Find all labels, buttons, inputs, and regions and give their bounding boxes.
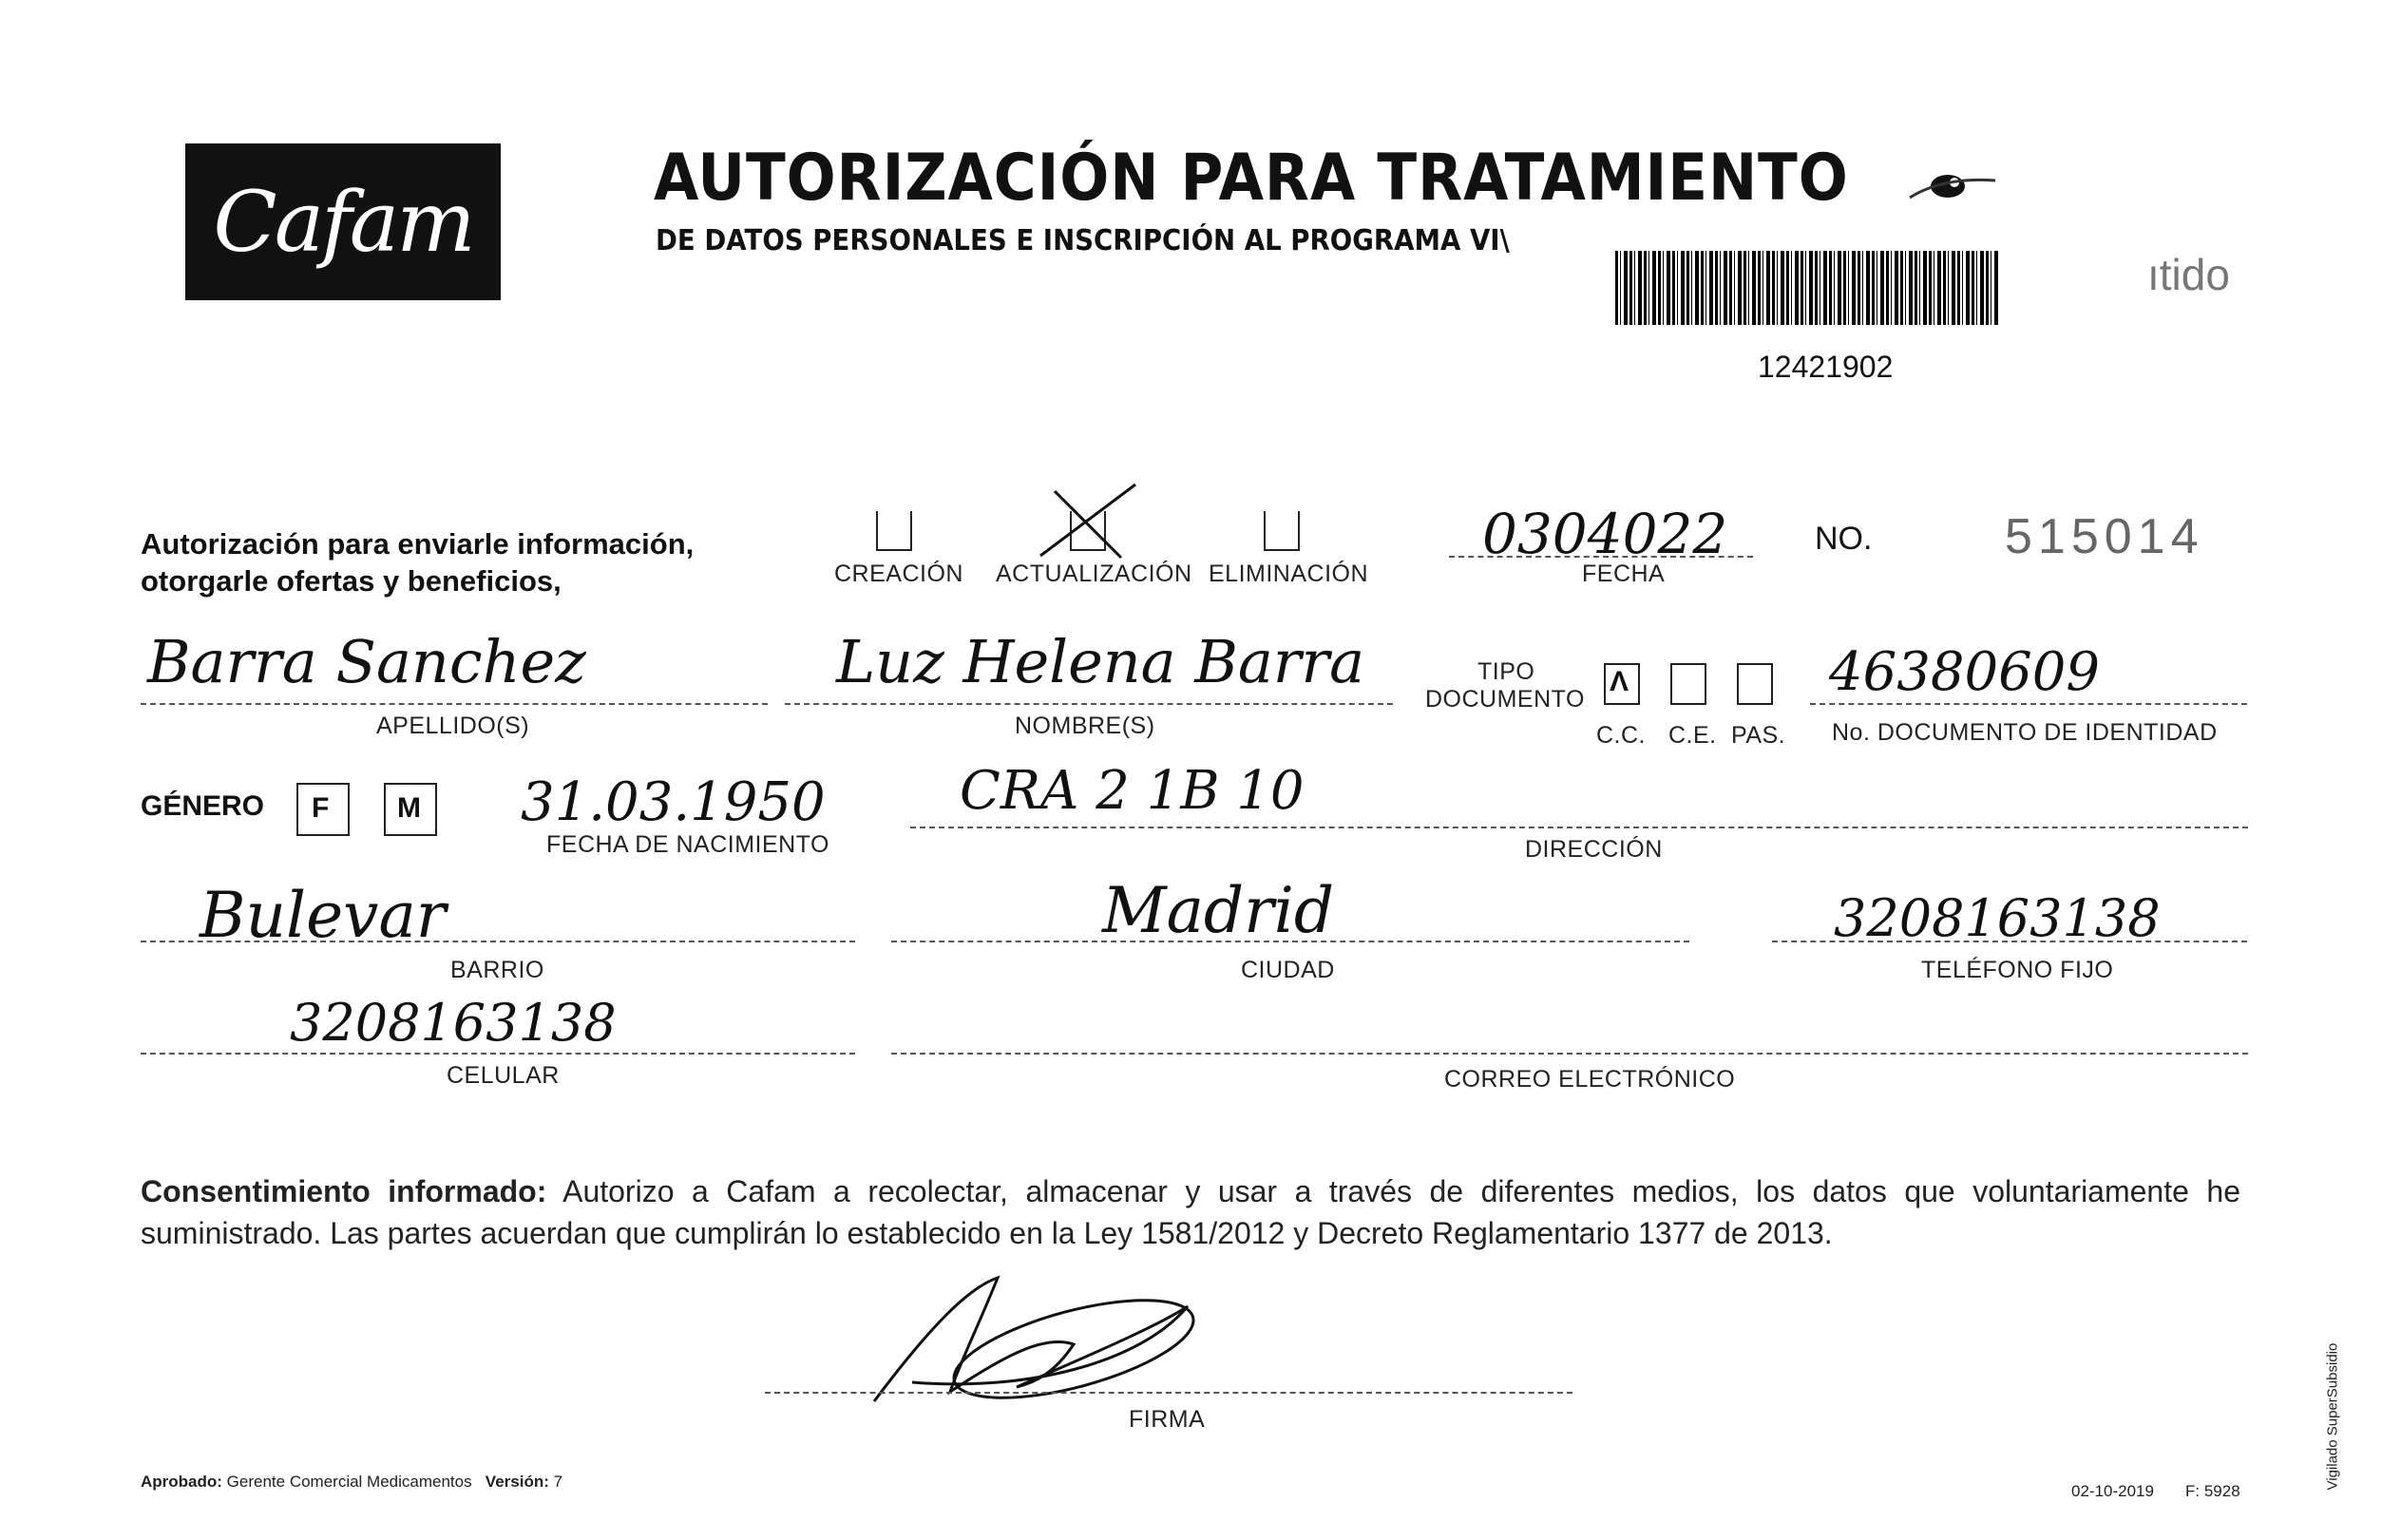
direccion-value[interactable]: CRA 2 1B 10 <box>960 760 1305 822</box>
barcode-number: 12421902 <box>1758 350 1894 384</box>
creacion-checkbox[interactable] <box>876 511 912 551</box>
nacimiento-label: FECHA DE NACIMIENTO <box>546 831 829 858</box>
auth-text-line1: Autorización para enviarle información, <box>141 527 695 561</box>
form-subtitle: DE DATOS PERSONALES E INSCRIPCIÓN AL PROGRAMA VI\ <box>656 224 1510 257</box>
correo-label: CORREO ELECTRÓNICO <box>1444 1066 1736 1093</box>
footer-code: F: 5928 <box>2185 1482 2240 1500</box>
fecha-value[interactable]: 0304022 <box>1482 502 1728 566</box>
genero-f-checkbox[interactable]: F <box>296 783 350 836</box>
nombres-value[interactable]: Luz Helena Barra <box>836 627 1365 696</box>
corner-fragment: ıtido <box>2147 250 2230 299</box>
pas-checkbox[interactable] <box>1737 663 1773 705</box>
celular-label: CELULAR <box>447 1062 560 1089</box>
genero-label: GÉNERO <box>141 790 265 822</box>
consent-paragraph <box>141 1170 2240 1254</box>
barcode <box>1615 251 2000 325</box>
eliminacion-checkbox[interactable] <box>1264 511 1300 551</box>
telefono-value[interactable]: 3208163138 <box>1834 888 2161 948</box>
consent-heading: Consentimiento informado: <box>141 1174 547 1208</box>
apellidos-label: APELLIDO(S) <box>376 713 530 739</box>
telefono-label: TELÉFONO FIJO <box>1921 957 2114 983</box>
ciudad-value[interactable]: Madrid <box>1102 874 1335 947</box>
cafam-logo: Cafam <box>185 143 501 300</box>
stamp-mark-icon <box>1905 160 2000 207</box>
documento-label: No. DOCUMENTO DE IDENTIDAD <box>1832 719 2218 746</box>
creacion-label: CREACIÓN <box>834 561 963 587</box>
actualizacion-label: ACTUALIZACIÓN <box>996 561 1192 587</box>
apellidos-value[interactable]: Barra Sanchez <box>147 627 586 696</box>
celular-value[interactable]: 3208163138 <box>290 993 617 1053</box>
ciudad-label: CIUDAD <box>1241 957 1335 983</box>
footer-date: 02-10-2019 <box>2071 1482 2154 1500</box>
handwritten-signature <box>855 1268 1216 1411</box>
documento-value[interactable]: 46380609 <box>1829 641 2101 703</box>
form-title: AUTORIZACIÓN PARA TRATAMIENTO <box>654 141 1849 216</box>
cc-label: C.C. <box>1596 722 1646 749</box>
approved-info: Aprobado: Gerente Comercial Medicamentos Versión: 7 <box>141 1473 563 1491</box>
direccion-label: DIRECCIÓN <box>1525 836 1663 863</box>
tipo-doc-label-2: DOCUMENTO <box>1425 686 1585 713</box>
nombres-label: NOMBRE(S) <box>1015 713 1155 739</box>
fecha-label: FECHA <box>1582 561 1666 587</box>
barrio-label: BARRIO <box>450 957 544 983</box>
side-vigilado-text: Vigilado SuperSubsidio <box>2324 1342 2341 1491</box>
tipo-doc-label-1: TIPO <box>1477 658 1535 685</box>
cc-checkbox[interactable]: Λ <box>1604 663 1640 705</box>
barrio-value[interactable]: Bulevar <box>200 879 447 952</box>
auth-text-line2: otorgarle ofertas y beneficios, <box>141 564 562 598</box>
consent-body: Autorizo a Cafam a recolectar, almacenar y usar a través de diferentes medios, los datos que voluntariamente he suministrado. Las partes acuerdan que cumplirán lo establecido en la Ley 1581/2012 y Decreto Reglamentario 1377 de 2013. <box>141 1174 2241 1250</box>
ce-checkbox[interactable] <box>1670 663 1706 705</box>
firma-label: FIRMA <box>1129 1406 1206 1433</box>
genero-m-checkbox[interactable]: M <box>384 783 437 836</box>
eliminacion-label: ELIMINACIÓN <box>1209 561 1369 587</box>
pas-label: PAS. <box>1731 722 1786 749</box>
ce-label: C.E. <box>1668 722 1717 749</box>
no-value: 515014 <box>2005 509 2204 564</box>
no-label: NO. <box>1815 521 1873 557</box>
actualizacion-check-mark-icon <box>1031 480 1145 565</box>
nacimiento-value[interactable]: 31.03.1950 <box>521 771 826 833</box>
